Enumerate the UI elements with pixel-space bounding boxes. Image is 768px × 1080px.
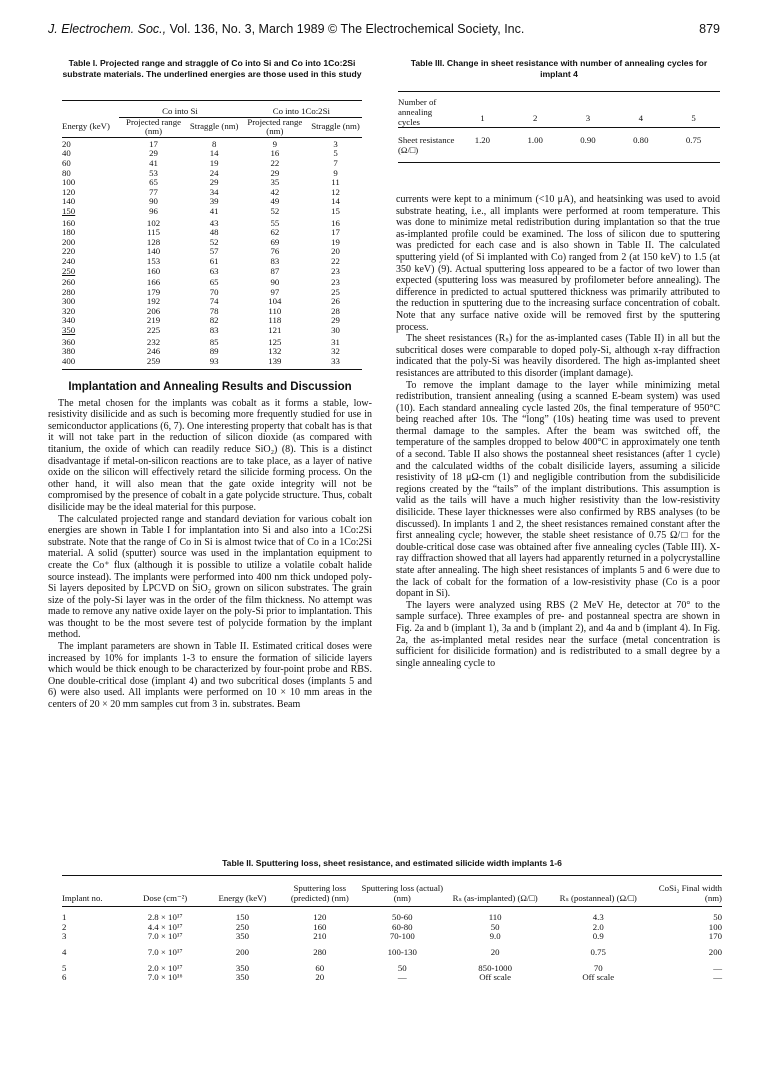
table-cell: 16 <box>331 217 340 228</box>
table-cell: 153 <box>146 255 161 266</box>
table-cell: 2.8 × 10¹⁷ <box>147 912 183 923</box>
table3-row-label: Number of annealing cycles <box>398 97 437 127</box>
table-cell: 225 <box>146 325 161 336</box>
table-cell: 2.0 × 10¹⁷ <box>147 962 183 973</box>
group-header-cosi: Co into 1Co:2Si <box>241 107 362 117</box>
table-cell: 90 <box>149 196 158 207</box>
table-cell: 39 <box>209 196 219 207</box>
paragraph: The calculated projected range and standard deviation for various cobalt ion energies are shown in Table I for implantation into Si and also into a 1Co:2Si substrate. Note that the range of Co in Si is almost twice that of Co in a 1Co:2Si material. A solid (sputter) source was used in the implantation equipment to create the Co⁺ flux (although it is possible to utilize a volatile cobalt halide source instead). The implants were performed into 400 nm thick undoped poly-Si layers deposited by LPCVD on SiO₂ grown on silicon substrates. The grain size of the poly-Si layer was in the order of the film thickness. No attempt was made to remove any native oxide layer on the poly-Si prior to implantation. This was thought to be the most severe test of polycide formation by the implant method. <box>48 513 372 641</box>
table-cell: 52 <box>270 205 280 216</box>
table-cell: 19 <box>331 236 340 247</box>
table-cell: 120 <box>313 912 327 923</box>
energy-cell: 20 <box>62 138 71 149</box>
table-cell: 200 <box>708 946 722 957</box>
energy-cell: 200 <box>62 236 76 247</box>
table-cell: 17 <box>149 138 158 149</box>
table-cell: 0.75 <box>590 946 606 957</box>
table-cell: 5 <box>333 148 338 159</box>
table-cell: 219 <box>146 315 161 326</box>
table-cell: 33 <box>309 357 362 370</box>
table-cell: 22 <box>270 157 280 168</box>
table-cell: 121 <box>268 325 282 336</box>
table-cell: 1 <box>62 912 67 923</box>
energy-cell: 360 <box>62 336 76 347</box>
table-cell: 83 <box>209 325 219 336</box>
paragraph: The sheet resistances (Rₛ) for the as-implanted cases (Table II) in all but the subcritical doses were comparable to doped poly-Si, although x-ray diffraction indicated that the poly-Si was heavily disordered. The high as-implanted sheet resistances are attributed to this disorder (implant damage). <box>396 333 720 379</box>
table-cell: 139 <box>241 357 309 370</box>
table-cell: 7.0 × 10¹⁷ <box>147 931 183 942</box>
table-row <box>62 942 722 958</box>
table-cell: 200 <box>235 946 250 957</box>
table-cell: 29 <box>270 167 280 178</box>
table-cell: 50 <box>397 962 407 973</box>
table-cell: 48 <box>209 227 219 238</box>
col-header: Energy (keV) <box>62 121 110 132</box>
table-cell: — <box>713 962 722 973</box>
table-cell: 42 <box>270 186 280 197</box>
table-cell: 125 <box>268 336 282 347</box>
table-cell: 97 <box>270 286 280 297</box>
col-header: Rₛ (postanneal) (Ω/□) <box>559 892 637 903</box>
table-cell: 2 <box>62 921 67 932</box>
table-cell: 74 <box>209 296 219 307</box>
table-cell: 12 <box>331 186 340 197</box>
energy-cell: 120 <box>62 186 76 197</box>
table-cell: 63 <box>209 265 219 276</box>
table-cell: 206 <box>146 305 161 316</box>
table-cell: 69 <box>270 236 280 247</box>
table-row <box>62 958 722 974</box>
col-header: Dose (cm⁻²) <box>143 892 188 903</box>
energy-cell: 180 <box>62 227 76 238</box>
energy-cell: 80 <box>62 167 71 178</box>
cycle-cell: 2 <box>532 112 538 123</box>
table-cell: 2.0 <box>592 921 604 932</box>
energy-cell: 240 <box>62 255 76 266</box>
table-row <box>62 357 362 370</box>
table-cell: 4.3 <box>592 912 604 923</box>
table-cell: 85 <box>209 336 219 347</box>
energy-cell: 280 <box>62 286 76 297</box>
energy-cell: 320 <box>62 305 76 316</box>
table-cell: 4.4 × 10¹⁷ <box>147 921 183 932</box>
table-cell: 259 <box>119 357 187 370</box>
table-row <box>62 207 362 217</box>
table-cell: 160 <box>313 921 327 932</box>
table3-row-label: Sheet resistance (Ω/□) <box>398 135 455 156</box>
table-cell: 96 <box>149 205 158 216</box>
table-cell: 90 <box>270 277 280 288</box>
table-cell: 150 <box>235 912 250 923</box>
table-cell: 20 <box>315 972 325 983</box>
table-cell: 110 <box>488 912 502 923</box>
energy-cell: 250 <box>62 265 76 276</box>
table-cell: 170 <box>708 931 722 942</box>
table-cell: 50 <box>490 921 500 932</box>
table-cell: 7 <box>333 157 338 168</box>
table-cell: 65 <box>149 177 158 188</box>
table-cell: 70-100 <box>389 931 415 942</box>
table-cell: 31 <box>331 336 340 347</box>
table-cell: 210 <box>313 931 327 942</box>
table-cell: 55 <box>270 217 280 228</box>
table-cell: 232 <box>146 336 161 347</box>
table-cell: 102 <box>146 217 161 228</box>
table-cell: 49 <box>270 196 280 207</box>
col-header: Sputtering loss (actual) (nm) <box>361 883 444 903</box>
cycle-cell: 1 <box>480 112 485 123</box>
energy-cell: 340 <box>62 315 76 326</box>
table-cell: 115 <box>147 227 160 238</box>
table-cell: 50 <box>713 912 722 923</box>
resistance-cell: 1.20 <box>474 135 491 146</box>
table-cell: 0.9 <box>592 931 604 942</box>
group-header-si: Co into Si <box>119 107 240 117</box>
table-cell: 65 <box>209 277 219 288</box>
col-header: Energy (keV) <box>218 892 267 903</box>
table-cell: 15 <box>331 205 340 216</box>
table-cell: 41 <box>209 205 219 216</box>
table-cell: 140 <box>146 246 161 257</box>
page-number: 879 <box>699 22 720 36</box>
table-cell: 7.0 × 10¹⁷ <box>147 946 183 957</box>
table-cell: — <box>397 972 407 983</box>
table-cell: 7.0 × 10¹⁶ <box>147 972 183 983</box>
table-cell: 93 <box>188 357 241 370</box>
table-cell: 34 <box>209 186 219 197</box>
table-cell: 350 <box>235 962 250 973</box>
col-header: Projected range (nm) <box>247 116 303 137</box>
table-row <box>62 276 362 288</box>
energy-cell: 60 <box>62 157 71 168</box>
col-header: CoSi₂ Final width (nm) <box>658 883 722 903</box>
table-cell: 6 <box>62 972 67 983</box>
paragraph: The metal chosen for the implants was cobalt as it forms a stable, low-resistivity disilicide and as such is becoming more frequently studied for use in semiconductor applications (6, 7). One interesting property that cobalt has is that it will not take part in the reduction of silicon dioxide (as compared with titanium, the oxide of which can readily reduce SiO₂) (8). This is a distinct disadvantage if metal-on-silicon reactions are to take place, as a layer of native oxide on the silicon will effectively retard the silicide forming process. On the other hand, it will also mean that the gate oxide integrity will not be compromised by the presence of cobalt in a gate polycide structure. Thus, cobalt disilicide may be the ideal material for this purpose. <box>48 397 372 513</box>
table-cell: 28 <box>331 305 340 316</box>
resistance-cell: 1.00 <box>527 135 543 146</box>
table-cell: 26 <box>331 296 340 307</box>
table-cell: 3 <box>62 931 67 942</box>
energy-cell: 150 <box>62 205 76 216</box>
table-cell: 280 <box>313 946 327 957</box>
right-column <box>396 194 720 669</box>
table-cell: 5 <box>62 962 67 973</box>
table-row <box>62 907 722 923</box>
table-cell: 3 <box>333 138 338 149</box>
left-column <box>48 380 372 711</box>
table-cell: 76 <box>270 246 280 257</box>
table-cell: 23 <box>331 265 340 276</box>
table-cell: 77 <box>149 186 158 197</box>
table-cell: 110 <box>268 305 282 316</box>
table-cell: 89 <box>209 346 219 357</box>
energy-cell: 380 <box>62 346 76 357</box>
table-cell: 70 <box>593 962 603 973</box>
table-cell: 104 <box>268 296 282 307</box>
table-cell: 83 <box>270 255 280 266</box>
table-cell: 35 <box>270 177 280 188</box>
table3 <box>398 91 720 163</box>
table-cell: 20 <box>331 246 340 257</box>
energy-cell: 100 <box>62 177 76 188</box>
table-cell: 20 <box>490 946 500 957</box>
table-cell: 32 <box>331 346 340 357</box>
table-cell: 23 <box>331 277 340 288</box>
col-header: Implant no. <box>62 892 103 903</box>
table-cell: 19 <box>209 157 219 168</box>
energy-cell: 400 <box>62 357 119 370</box>
cycle-cell: 3 <box>585 112 591 123</box>
col-header: Projected range (nm) <box>126 116 182 137</box>
table-cell: Off scale <box>582 972 615 983</box>
table2-caption: Table II. Sputtering loss, sheet resistance, and estimated silicide width implants 1-6 <box>222 858 562 868</box>
table-cell: 160 <box>146 265 161 276</box>
table-cell: 350 <box>235 931 250 942</box>
table-cell: 250 <box>235 921 250 932</box>
table-row <box>62 932 722 942</box>
energy-cell: 140 <box>62 196 76 207</box>
table-cell: Off scale <box>479 972 512 983</box>
table-cell: 24 <box>209 167 219 178</box>
cycle-cell: 4 <box>638 112 643 123</box>
table-cell: 41 <box>149 157 158 168</box>
table-cell: 128 <box>146 236 161 247</box>
table-cell: 43 <box>209 217 219 228</box>
table-cell: — <box>713 972 722 983</box>
col-header: Rₛ (as-implanted) (Ω/□) <box>452 892 538 903</box>
table-cell: 30 <box>331 325 340 336</box>
table-row <box>62 973 722 983</box>
energy-cell: 40 <box>62 148 71 159</box>
table-cell: 62 <box>270 227 280 238</box>
table-cell: 9 <box>272 138 278 149</box>
paragraph: The implant parameters are shown in Table II. Estimated critical doses were increased by 10% for implants 1-3 to ensure the formation of silicide layers which would be thick enough to be characterized by four-point probe and RBS. One double-critical dose (implant 4) and two subcritical doses (implants 5 and 6) were also used. All implants were performed on 10 × 10 mm areas in the centers of 20 × 20 mm samples cut from 3 in. substrates. Beam <box>48 641 372 711</box>
table-cell: 8 <box>211 138 217 149</box>
table-cell: 166 <box>146 277 161 288</box>
table-cell: 118 <box>268 315 282 326</box>
table-cell: 11 <box>331 177 340 188</box>
table-cell: 82 <box>209 315 219 326</box>
paragraph: To remove the implant damage to the layer while minimizing metal redistribution, transient annealing (using a scanned E-beam system) was used (10). Each standard annealing cycle lasted 20s, the final temperature of 950°C being reached after 10s. The “long” (10s) heating time was used to prevent thermal damage to the samples. After the beam was switched off, the temperature of the samples dropped to below 400°C in approximately one tenth of a second. Table II also shows the postanneal sheet resistances (after 1 cycle) and the calculated widths of the cobalt disilicide layers, assuming a silicide resistivity of 18 μΩ-cm (1) and negligible contribution from the subdisilicide regions created by the “tails” of the implant distributions. This assumption is valid as the tails will have a much higher resistivity than the low-resistivity disilicide. These layer thicknesses were also confirmed by RBS analyses (to be discussed). In implants 1 and 2, the sheet resistances remained constant after the first annealing cycle; however, the stable sheet resistance of 0.75 Ω/□ for the double-critical dose case was obtained after five annealing cycles (Table III). X-ray diffraction showed that all layers had apparently returned in a polycrystalline state after annealing. The high sheet resistances of implants 5 and 6 were due to the lack of cobalt for the formation of a low-resistivity phase (Co is a poor dopant in Si). <box>396 379 720 600</box>
table-cell: 57 <box>209 246 219 257</box>
cycle-cell: 5 <box>691 112 696 123</box>
table-cell: 50-60 <box>392 912 413 923</box>
energy-cell: 160 <box>62 217 76 228</box>
table-cell: 61 <box>209 255 219 266</box>
paragraph: The layers were analyzed using RBS (2 MeV He, detector at 70° to the sample surface). Three examples of pre- and postanneal spectra are shown in Fig. 2a and b (implant 1), 3a and b (implant 2), and 4a and b (implant 4). In Fig. 2a, the as-implanted metal resides near the surface (metal concentration is sufficient for disilicide formation) and is redistributed to a small degree by a single annealing cycle to <box>396 599 720 669</box>
energy-cell: 260 <box>62 277 76 288</box>
table1-body <box>62 137 362 370</box>
table3-caption: Table III. Change in sheet resistance with number of annealing cycles for implant 4 <box>410 58 708 79</box>
table-cell: 29 <box>331 315 340 326</box>
table-row <box>62 326 362 336</box>
table-cell: 850-1000 <box>478 962 512 973</box>
table-cell: 179 <box>146 286 161 297</box>
table-cell: 9.0 <box>489 931 501 942</box>
table-cell: 52 <box>209 236 219 247</box>
table-cell: 16 <box>270 148 280 159</box>
resistance-cell: 0.90 <box>580 135 596 146</box>
table-cell: 350 <box>235 972 250 983</box>
table1 <box>62 100 362 370</box>
table-cell: 17 <box>331 227 340 238</box>
table2 <box>62 875 722 983</box>
table-cell: 25 <box>331 286 340 297</box>
energy-cell: 300 <box>62 296 76 307</box>
table-cell: 29 <box>209 177 219 188</box>
resistance-cell: 0.75 <box>685 135 702 146</box>
table-cell: 87 <box>270 265 280 276</box>
table-cell: 53 <box>149 167 158 178</box>
col-header: Sputtering loss (predicted) (nm) <box>290 883 349 903</box>
table-cell: 22 <box>331 255 340 266</box>
table-cell: 60 <box>315 962 325 973</box>
section-heading: Implantation and Annealing Results and Discussion <box>68 381 352 393</box>
table-cell: 78 <box>209 305 219 316</box>
table-cell: 4 <box>62 946 67 957</box>
table-cell: 70 <box>209 286 219 297</box>
table-cell: 192 <box>146 296 161 307</box>
table-cell: 100-130 <box>387 946 417 957</box>
table-cell: 132 <box>268 346 282 357</box>
paragraph: currents were kept to a minimum (<10 μA), and heatsinking was used to avoid substrate heating, i.e., all implants were performed at room temperature. This was done to minimize metal redistribution during implantation so that the true as-implanted profile could be examined. The loss of silicon due to sputtering was predicted for each case and is also shown in Table II. The calculated sputtering yield (of Si implanted with Co) ranged from 2 (at 150 keV) to 1.5 (at 350 keV) (9). Actual sputtering loss appeared to be a factor of two lower than expected (sputtering loss was measured by profilometer before annealing). The difference in predicted to actual sputtered thickness was primarily attributed to the reduction in sputtering due to the increasing surface concentration of cobalt. Note that any surface native oxide will be removed first by the sputtering process. <box>396 194 720 333</box>
table-cell: 29 <box>149 148 158 159</box>
energy-cell: 350 <box>62 325 76 336</box>
table-cell: 100 <box>708 921 722 932</box>
table-row <box>62 267 362 277</box>
running-header <box>48 22 720 40</box>
table-cell: 9 <box>333 167 338 178</box>
citation: Vol. 136, No. 3, March 1989 © The Electrochemical Society, Inc. <box>169 22 525 36</box>
table2-body <box>62 907 722 983</box>
resistance-cell: 0.80 <box>633 135 649 146</box>
table-cell: 14 <box>209 148 219 159</box>
table1-caption: Table I. Projected range and straggle of Co into Si and Co into 1Co:2Si substrate materials. The underlined energies are those used in this study <box>62 58 362 79</box>
journal-name: J. Electrochem. Soc., <box>48 22 167 36</box>
col-header: Straggle (nm) <box>189 121 239 132</box>
table-cell: 14 <box>331 196 340 207</box>
table-cell: 246 <box>146 346 161 357</box>
col-header: Straggle (nm) <box>311 121 360 132</box>
table-cell: 60-80 <box>392 921 413 932</box>
energy-cell: 220 <box>62 246 76 257</box>
